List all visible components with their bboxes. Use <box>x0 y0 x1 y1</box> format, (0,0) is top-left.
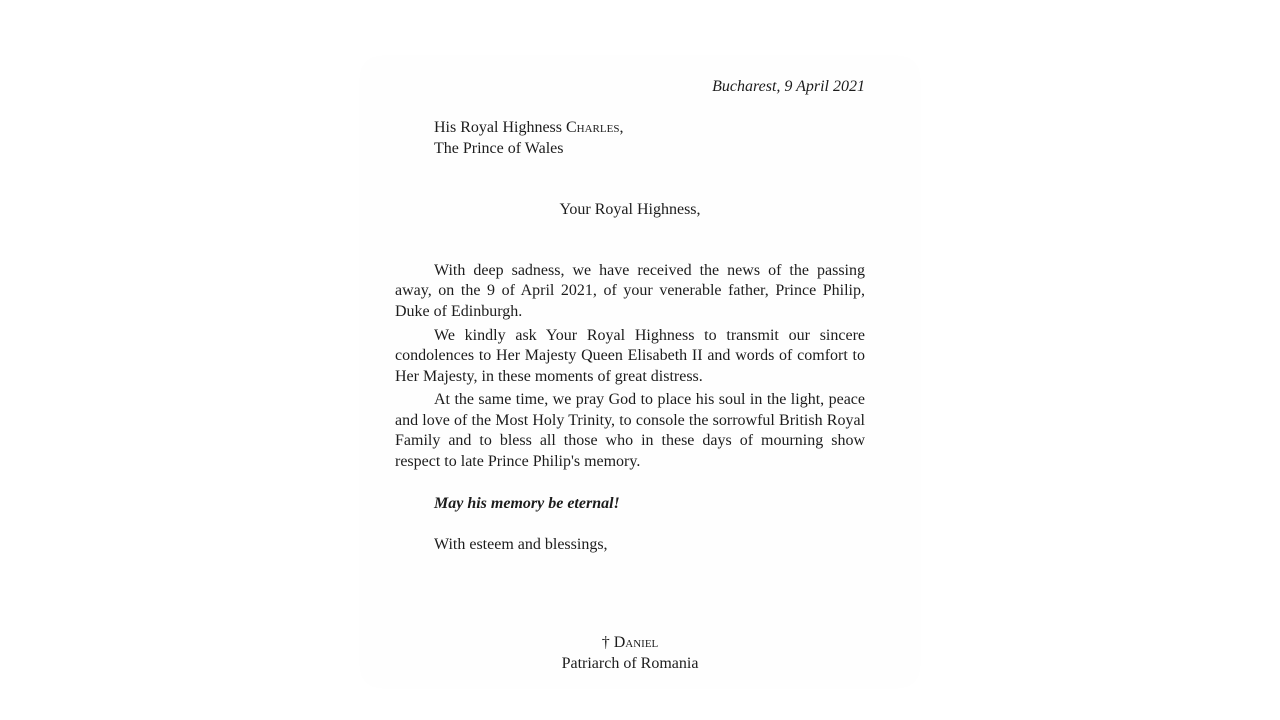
signature-block <box>395 633 865 674</box>
addressee-name: Charles <box>566 119 620 136</box>
body-paragraph-3: At the same time, we pray God to place his soul in the light, peace and love of the Most Holy Trinity, to console the sorrowful British Royal Family and to bless all those who in these days of mourning show respect to late Prince Philip's memory. <box>395 391 865 470</box>
letter-date: Bucharest, 9 April 2021 <box>712 78 865 95</box>
body-paragraph-2: We kindly ask Your Royal Highness to transmit our sincere condolences to Her Majesty Queen Elisabeth II and words of comfort to Her Majesty, in these moments of great distress. <box>395 326 865 385</box>
addressee-block <box>434 118 623 159</box>
signatory-name: Daniel <box>613 634 659 651</box>
signature-name-line <box>395 633 865 654</box>
body-paragraph-1: With deep sadness, we have received the news of the passing away, on the 9 of April 2021, of your venerable father, Prince Philip, Duke of Edinburgh. <box>395 262 865 320</box>
addressee-line-2: The Prince of Wales <box>434 139 564 157</box>
cross-symbol: † <box>601 634 614 651</box>
signatory-title: Patriarch of Romania <box>561 654 699 672</box>
addressee-line-1 <box>434 118 623 139</box>
memorial-line: May his memory be eternal! <box>434 495 620 512</box>
salutation: Your Royal Highness, <box>559 201 701 218</box>
letter-body <box>395 261 865 476</box>
addressee-title: His Royal Highness <box>434 119 566 136</box>
addressee-comma: , <box>619 119 624 136</box>
closing-line: With esteem and blessings, <box>434 536 608 553</box>
